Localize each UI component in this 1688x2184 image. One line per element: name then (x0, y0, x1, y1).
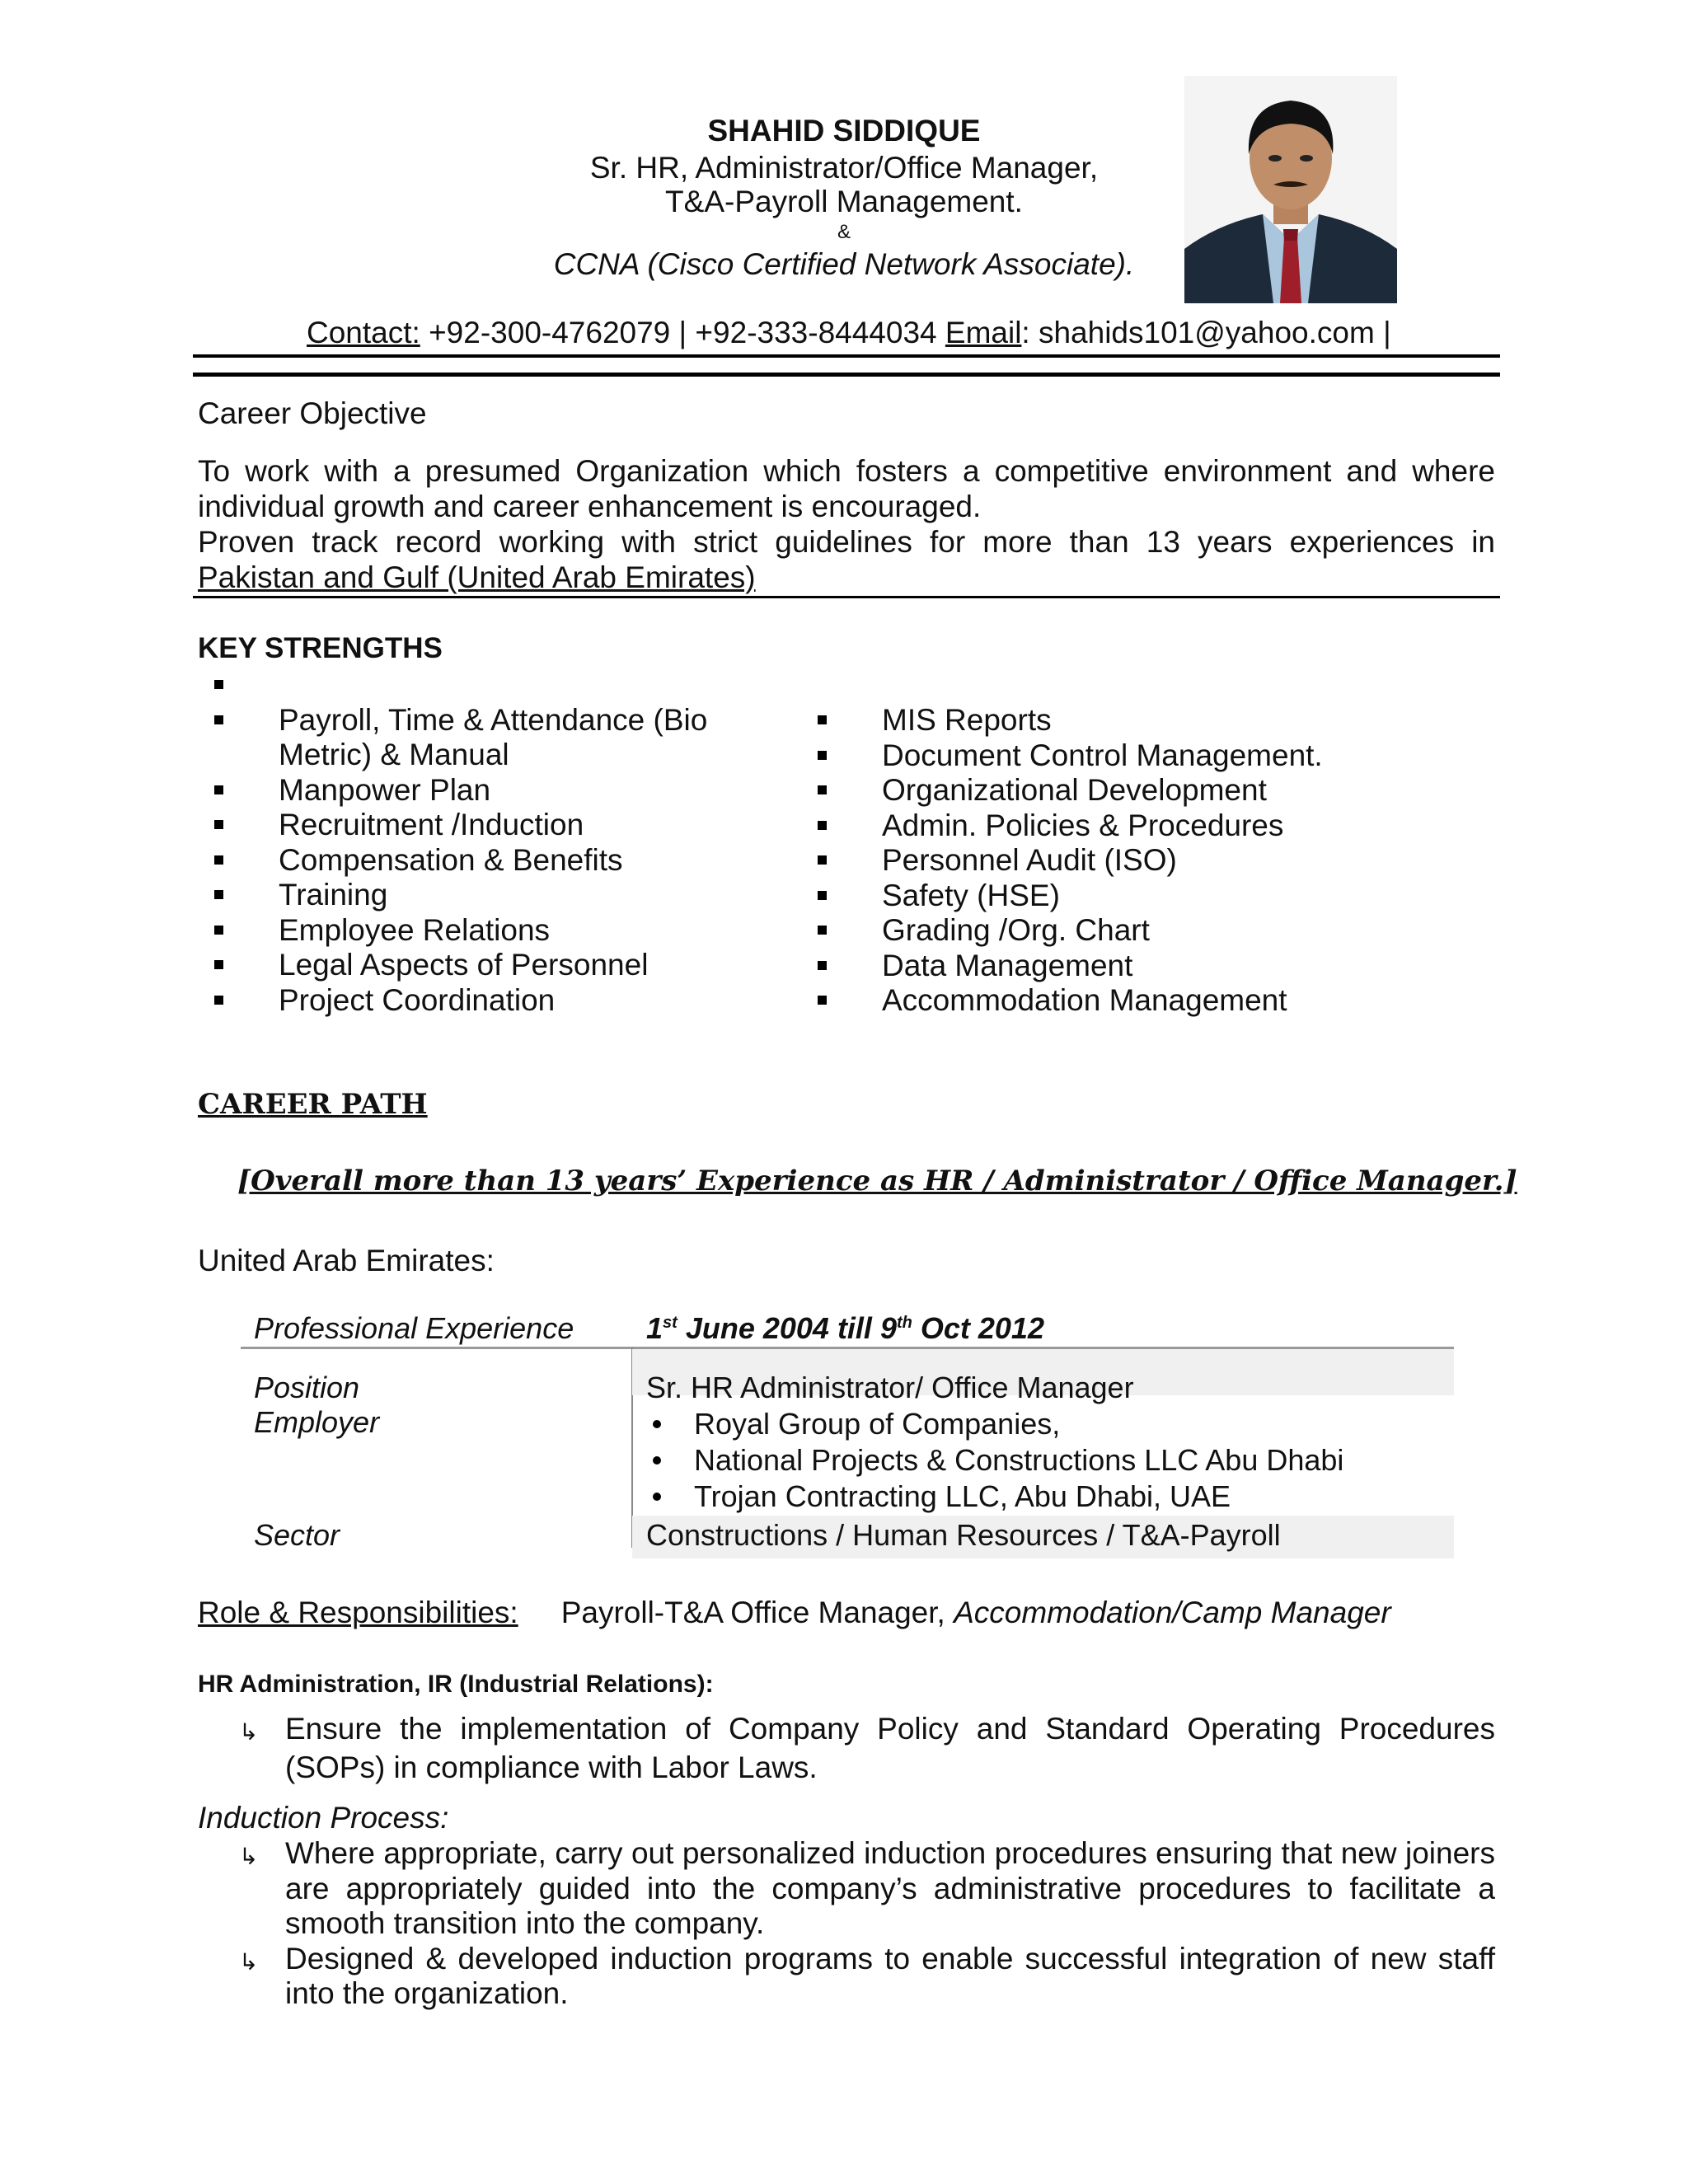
square-bullet-icon (214, 890, 223, 899)
square-bullet-icon (214, 680, 223, 689)
strength-right-item (818, 773, 1395, 808)
round-bullet-icon (653, 1456, 661, 1465)
strength-left-item (214, 703, 742, 773)
strength-right-item-text: Admin. Policies & Procedures (882, 808, 1284, 842)
induction-item-text: Where appropriate, carry out personalized induction procedures ensuring that new joiners are appropriately guided into the company’s administrative procedures to facilitate a smooth transition into the company. (285, 1836, 1495, 1940)
objective-rule (193, 596, 1500, 598)
strength-right-item-text: Personnel Audit (ISO) (882, 843, 1177, 877)
strength-left-item (214, 668, 742, 703)
professional-experience-label: Professional Experience (254, 1311, 574, 1345)
employer-name: Royal Group of Companies, (694, 1407, 1061, 1441)
square-bullet-icon (818, 715, 827, 724)
strength-left-item-text: Legal Aspects of Personnel (279, 948, 649, 982)
employer-label: Employer (254, 1405, 380, 1439)
position-value: Sr. HR Administrator/ Office Manager (646, 1371, 1134, 1404)
induction-list (239, 1836, 1495, 2012)
strength-left-item-text: Employee Relations (279, 912, 551, 947)
strength-right-item (818, 843, 1395, 879)
square-bullet-icon (214, 855, 223, 865)
square-bullet-icon (214, 996, 223, 1005)
employer-name: Trojan Contracting LLC, Abu Dhabi, UAE (694, 1479, 1231, 1513)
strength-left-item-text: Training (279, 878, 388, 912)
profile-photo-graphic (1184, 76, 1397, 303)
induction-heading: Induction Process: (198, 1801, 449, 1835)
hook-arrow-icon: ↳ (239, 1719, 259, 1745)
round-bullet-icon (653, 1420, 661, 1428)
career-objective-paragraph-2-main: Proven track record working with strict guidelines for more than 13 years experiences in (198, 525, 1495, 559)
career-objective-paragraph-2 (198, 524, 1495, 595)
experience-dates (646, 1311, 1044, 1346)
strength-left-item (214, 773, 742, 808)
role-value: Payroll-T&A Office Manager, (560, 1596, 954, 1629)
round-bullet-icon (653, 1493, 661, 1501)
hr-administration-item (239, 1709, 1495, 1787)
career-objective-heading: Career Objective (198, 396, 427, 430)
induction-item (239, 1836, 1495, 1942)
strength-right-item (818, 703, 1395, 738)
strength-left-item (214, 843, 742, 879)
date-start-day: 1 (646, 1311, 663, 1345)
strength-right-item (818, 949, 1395, 984)
strength-right-item (818, 913, 1395, 949)
square-bullet-icon (214, 926, 223, 935)
strength-left-item-text: Manpower Plan (279, 772, 491, 807)
induction-item (239, 1942, 1495, 2012)
strength-left-item-text: Compensation & Benefits (279, 842, 623, 877)
square-bullet-icon (214, 785, 223, 794)
contact-label: Contact: (307, 316, 420, 349)
header-rule-top (193, 354, 1500, 358)
ampersand: & (837, 221, 851, 243)
strength-right-item (818, 738, 1395, 774)
strength-left-item-text: Recruitment /Induction (279, 808, 584, 841)
country-heading: United Arab Emirates: (198, 1244, 495, 1277)
strength-left-item (214, 983, 742, 1019)
square-bullet-icon (818, 855, 827, 865)
strength-right-item-text: Grading /Org. Chart (882, 913, 1150, 947)
square-bullet-icon (818, 926, 827, 935)
sector-value: Constructions / Human Resources / T&A-Payroll (646, 1518, 1281, 1552)
date-end-suffix: th (896, 1314, 912, 1332)
strength-right-item-text: MIS Reports (882, 703, 1052, 737)
overall-experience: [Overall more than 13 years’ Experience as HR / Administrator / Office Manager.] (237, 1165, 1517, 1197)
strength-left-item (214, 808, 742, 843)
certification: CCNA (Cisco Certified Network Associate). (553, 247, 1135, 281)
hr-administration-heading: HR Administration, IR (Industrial Relations): (198, 1671, 714, 1698)
email-label: Email (945, 316, 1022, 349)
induction-item-text: Designed & developed induction programs to enable successful integration of new staff into the organization. (285, 1941, 1495, 2010)
strength-left-item (214, 878, 742, 913)
role-value-italic: Accommodation/Camp Manager (954, 1596, 1391, 1629)
job-title-line-1: Sr. HR, Administrator/Office Manager, (589, 151, 1099, 185)
date-end: Oct 2012 (912, 1311, 1044, 1345)
hr-administration-item-text: Ensure the implementation of Company Policy and Standard Operating Procedures (SOPs) in compliance with Labor Laws. (285, 1712, 1495, 1784)
strength-left-item (214, 913, 742, 949)
sector-label: Sector (254, 1518, 340, 1552)
contact-numbers: +92-300-4762079 | +92-333-8444034 (420, 316, 945, 349)
employer-item (645, 1407, 1343, 1443)
hr-administration-list (239, 1709, 1495, 1787)
employer-item (645, 1479, 1343, 1516)
strength-left-item-text: Payroll, Time & Attendance (Bio Metric) & Manual (279, 702, 708, 771)
role-responsibilities (198, 1595, 1391, 1630)
employer-name: National Projects & Constructions LLC Abu Dhabi (694, 1443, 1344, 1477)
strength-left-item (214, 948, 742, 983)
position-label: Position (254, 1371, 360, 1404)
square-bullet-icon (214, 820, 223, 829)
square-bullet-icon (818, 785, 827, 794)
strength-right-item (818, 808, 1395, 844)
role-label: Role & Responsibilities: (198, 1596, 518, 1629)
hook-arrow-icon: ↳ (239, 1844, 259, 1869)
square-bullet-icon (214, 960, 223, 969)
profile-photo (1184, 76, 1397, 303)
strength-right-item-text: Data Management (882, 948, 1133, 982)
career-objective-paragraph-2-underlined: Pakistan and Gulf (United Arab Emirates) (198, 560, 756, 594)
strength-right-item-text: Safety (HSE) (882, 878, 1060, 912)
square-bullet-icon (818, 751, 827, 760)
career-objective-paragraph-1: To work with a presumed Organization which fosters a competitive environment and where individual growth and career enhancement is encouraged. (198, 454, 1495, 523)
date-start-suffix: st (663, 1314, 678, 1332)
contact-line (307, 316, 1391, 350)
square-bullet-icon (818, 821, 827, 830)
strength-right-item-text: Document Control Management. (882, 738, 1323, 772)
strength-left-item-text: Project Coordination (279, 982, 556, 1017)
hook-arrow-icon: ↳ (239, 1948, 259, 1975)
job-title-line-2: T&A-Payroll Management. (665, 185, 1023, 218)
date-middle: June 2004 till 9 (677, 1311, 897, 1345)
square-bullet-icon (818, 891, 827, 900)
strength-right-item-text: Accommodation Management (882, 983, 1287, 1017)
strength-right-item (818, 879, 1395, 914)
square-bullet-icon (818, 996, 827, 1005)
key-strengths-left-list (214, 668, 742, 1018)
square-bullet-icon (214, 715, 223, 724)
email-value[interactable]: : shahids101@yahoo.com | (1021, 316, 1391, 349)
strength-right-item (818, 983, 1395, 1019)
candidate-name: SHAHID SIDDIQUE (707, 114, 981, 148)
header-rule-bottom (193, 373, 1500, 377)
employer-item (645, 1443, 1343, 1479)
career-path-heading: CAREER PATH (198, 1088, 428, 1121)
employer-list (645, 1407, 1343, 1516)
strength-right-item-text: Organizational Development (882, 773, 1267, 807)
key-strengths-heading: KEY STRENGTHS (198, 632, 443, 664)
key-strengths-right-list (818, 703, 1395, 1019)
square-bullet-icon (818, 961, 827, 970)
